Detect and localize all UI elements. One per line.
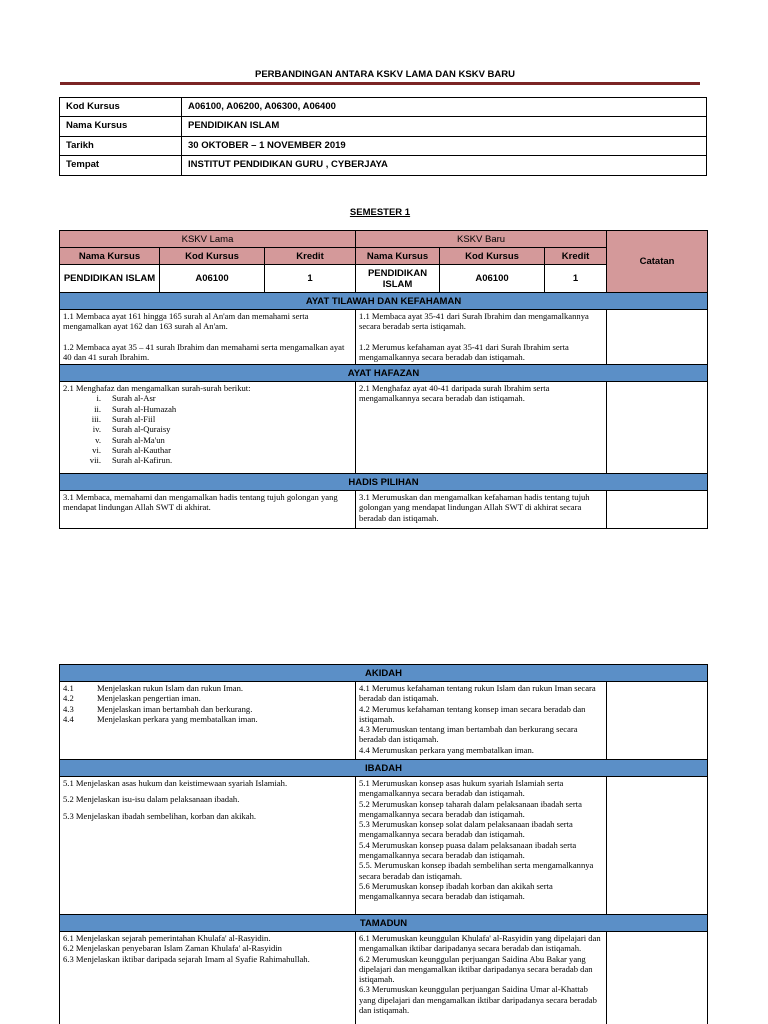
catatan-cell xyxy=(607,310,708,365)
lama-content xyxy=(60,491,356,529)
outcome-text: 3.1 Merumuskan dan mengamalkan kefahaman hadis tentang tujuh golongan yang mendapat lindungan Allah SWT di akhirat secara beradab dan istiqamah. xyxy=(359,492,590,523)
outcome-text: 5.2 Menjelaskan isu-isu dalam pelaksanaan ibadah. xyxy=(63,794,240,805)
lama-content xyxy=(60,932,356,1024)
section-content-row xyxy=(60,777,708,915)
section-content-row xyxy=(60,932,708,1024)
baru-content xyxy=(356,491,607,529)
info-value: PENDIDIKAN ISLAM xyxy=(182,117,707,136)
list-item: 4.3 Menjelaskan iman bertambah dan berkurang. xyxy=(63,703,253,714)
outcome-text: 6.3 Menjelaskan iktibar daripada sejarah Imam al Syafie Rahimahullah. xyxy=(63,953,310,964)
header-row xyxy=(60,231,708,248)
course-name-lama: PENDIDIKAN ISLAM xyxy=(60,265,160,293)
surah-list xyxy=(63,393,352,465)
outcome-text: 1.1 Membaca ayat 161 hingga 165 surah al An'am dan memahami serta mengamalkan ayat 162 dan 163 surah al An'am. xyxy=(63,311,309,332)
section-content-row xyxy=(60,382,708,474)
outcome-text: 6.3 Merumuskan keunggulan perjuangan Saidina Umar al-Khattab yang dipelajari dan mengamalkan iktibar daripadanya secara beradab dan istiqamah. xyxy=(359,984,597,1016)
outcome-text: 4.1 Merumus kefahaman tentang rukun Islam dan rukun Iman secara beradab dan istiqamah. xyxy=(359,683,596,704)
info-value: A06100, A06200, A06300, A06400 xyxy=(182,98,707,117)
section-title-hadis: HADIS PILIHAN xyxy=(60,474,708,491)
section-title-hafazan: AYAT HAFAZAN xyxy=(60,365,708,382)
section-header xyxy=(60,915,708,932)
outcome-text: 5.3 Menjelaskan ibadah sembelihan, korban dan akikah. xyxy=(63,810,257,821)
outcome-text: 4.4 Merumuskan perkara yang membatalkan iman. xyxy=(359,744,534,755)
list-item: ii. Surah al-Humazah xyxy=(94,403,177,414)
outcome-text: 6.1 Menjelaskan sejarah pemerintahan Khulafa' al-Rasyidin. xyxy=(63,933,271,943)
course-name-baru: PENDIDIKAN ISLAM xyxy=(356,265,440,293)
outcome-text: 5.3 Merumuskan konsep solat dalam pelaksanaan ibadah serta mengamalkannya secara beradab dan istiqamah. xyxy=(359,819,573,840)
info-label: Kod Kursus xyxy=(60,98,182,117)
kskv-baru-header: KSKV Baru xyxy=(356,231,607,248)
info-row xyxy=(60,136,707,155)
col-kredit-lama: Kredit xyxy=(265,248,356,265)
info-row xyxy=(60,117,707,136)
outcome-text: 3.1 Membaca, memahami dan mengamalkan hadis tentang tujuh golongan yang mendapat lindungan Allah SWT di akhirat. xyxy=(63,492,338,513)
baru-content xyxy=(356,382,607,474)
outcome-text: 2.1 Menghafaz dan mengamalkan surah-surah berikut: xyxy=(63,383,251,394)
lama-content xyxy=(60,777,356,915)
outcome-text: 5.2 Merumuskan konsep taharah dalam pelaksanaan ibadah serta mengamalkannya secara beradab dan istiqamah. xyxy=(359,798,582,819)
outcome-text: 5.1 Merumuskan konsep asas hukum syariah Islamiah serta mengamalkannya secara beradab dan istiqamah. xyxy=(359,778,564,799)
col-kod-baru: Kod Kursus xyxy=(440,248,545,265)
lama-content xyxy=(60,682,356,760)
info-row xyxy=(60,156,707,175)
catatan-header: Catatan xyxy=(607,231,708,293)
section-title-tamadun: TAMADUN xyxy=(60,915,708,932)
baru-content xyxy=(356,932,607,1024)
outcome-text: 6.2 Merumuskan keunggulan perjuangan Saidina Abu Bakar yang dipelajari dan mengamalkan iktibar daripadanya secara beradab dan istiqamah. xyxy=(359,953,593,985)
info-label: Tarikh xyxy=(60,136,182,155)
outcome-text: 4.3 Merumuskan tentang iman bertambah dan berkurang secara beradab dan istiqamah. xyxy=(359,724,578,745)
outcome-text: 5.4 Merumuskan konsep puasa dalam pelaksanaan ibadah serta mengamalkannya secara beradab dan istiqamah. xyxy=(359,839,577,861)
section-header xyxy=(60,293,708,310)
section-content-row xyxy=(60,310,708,365)
list-item: vii. Surah al-Kafirun. xyxy=(89,455,173,466)
info-value: 30 OKTOBER – 1 NOVEMBER 2019 xyxy=(182,136,707,155)
col-kod-lama: Kod Kursus xyxy=(160,248,265,265)
catatan-cell xyxy=(607,491,708,529)
list-item: iv. Surah al-Quraisy xyxy=(92,424,171,435)
course-code-baru: A06100 xyxy=(440,265,545,293)
info-label: Tempat xyxy=(60,156,182,175)
kskv-lama-header: KSKV Lama xyxy=(60,231,356,248)
outcome-text: 1.2 Membaca ayat 35 – 41 surah Ibrahim dan memahami serta mengamalkan ayat 40 dan 41 surah Ibrahim. xyxy=(63,341,345,362)
section-title-akidah: AKIDAH xyxy=(60,665,708,682)
document-title: PERBANDINGAN ANTARA KSKV LAMA DAN KSKV BARU xyxy=(254,69,516,80)
outcome-text: 6.2 Menjelaskan penyebaran Islam Zaman Khulafa' al-Rasyidin xyxy=(63,943,282,954)
catatan-cell xyxy=(607,777,708,915)
course-code-lama: A06100 xyxy=(160,265,265,293)
outcome-text: 5.5. Merumuskan konsep ibadah sembelihan serta mengamalkannya secara beradab dan istiqamah. xyxy=(359,860,594,881)
section-content-row xyxy=(60,491,708,529)
outcome-text: 2.1 Menghafaz ayat 40-41 daripada surah Ibrahim serta mengamalkannya secara beradab dan istiqamah. xyxy=(359,383,550,404)
list-item: iii. Surah al-Fiil xyxy=(91,414,156,425)
title-rule xyxy=(60,82,700,85)
section-header xyxy=(60,760,708,777)
section-header xyxy=(60,365,708,382)
baru-content xyxy=(356,682,607,760)
list-item: vi. Surah al-Kauthar xyxy=(92,444,171,455)
list-item: 4.1 Menjelaskan rukun Islam dan rukun Iman. xyxy=(63,683,244,693)
col-kredit-baru: Kredit xyxy=(545,248,607,265)
col-nama-baru: Nama Kursus xyxy=(356,248,440,265)
outcome-text: 5.1 Menjelaskan asas hukum dan keistimewaan syariah Islamiah. xyxy=(63,778,288,788)
outcome-text: 1.1 Membaca ayat 35-41 dari Surah Ibrahim dan mengamalkannya secara beradab serta istiqamah. xyxy=(359,311,589,332)
section-title-ibadah: IBADAH xyxy=(60,760,708,777)
section-header xyxy=(60,474,708,491)
lama-content xyxy=(60,382,356,474)
catatan-cell xyxy=(607,682,708,760)
catatan-cell xyxy=(607,932,708,1024)
semester-title: SEMESTER 1 xyxy=(349,207,411,218)
baru-content xyxy=(356,777,607,915)
comparison-table xyxy=(59,230,708,529)
outcome-text: 4.2 Merumus kefahaman tentang konsep iman secara beradab dan istiqamah. xyxy=(359,703,586,724)
list-item: i. Surah al-Asr xyxy=(96,393,156,404)
catatan-cell xyxy=(607,382,708,474)
section-content-row xyxy=(60,682,708,760)
info-value: INSTITUT PENDIDIKAN GURU , CYBERJAYA xyxy=(182,156,707,175)
list-item: 4.4 Menjelaskan perkara yang membatalkan iman. xyxy=(63,713,258,724)
course-credit-lama: 1 xyxy=(265,265,356,293)
course-info-table xyxy=(59,97,707,176)
list-item: v. Surah al-Ma'un xyxy=(95,434,165,445)
comparison-table-continued xyxy=(59,664,708,1024)
lama-content xyxy=(60,310,356,365)
list-item: 4.2 Menjelaskan pengertian iman. xyxy=(63,693,201,704)
outcome-text: 5.6 Merumuskan konsep ibadah korban dan akikah serta mengamalkannya secara beradab dan istiqamah. xyxy=(359,880,553,902)
col-nama-lama: Nama Kursus xyxy=(60,248,160,265)
outcome-text: 1.2 Merumus kefahaman ayat 35-41 dari Surah Ibrahim serta mengamalkannya secara beradab dan istiqamah. xyxy=(359,341,569,362)
outcome-text: 6.1 Merumuskan keunggulan Khulafa' al-Rasyidin yang dipelajari dan mengamalkan iktibar daripadanya secara beradab dan istiqamah. xyxy=(359,933,601,954)
info-row xyxy=(60,98,707,117)
course-credit-baru: 1 xyxy=(545,265,607,293)
section-title-tilawah: AYAT TILAWAH DAN KEFAHAMAN xyxy=(60,293,708,310)
section-header xyxy=(60,665,708,682)
info-label: Nama Kursus xyxy=(60,117,182,136)
baru-content xyxy=(356,310,607,365)
